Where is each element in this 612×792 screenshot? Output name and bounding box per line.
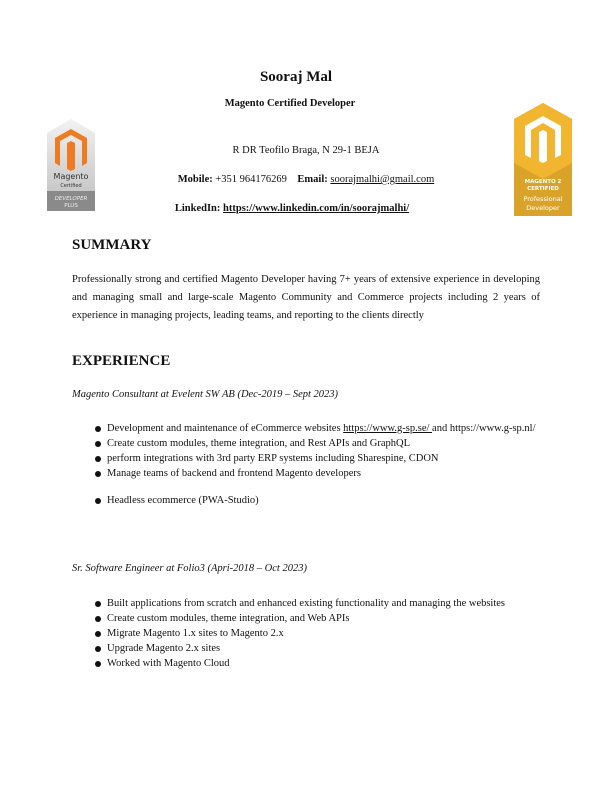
badge-text: MAGENTO 2	[524, 179, 562, 185]
list-item: perform integrations with 3rd party ERP systems including Sharespine, CDON	[107, 451, 537, 466]
candidate-name: Sooraj Mal	[259, 69, 333, 85]
magento2-professional-badge	[514, 103, 572, 216]
candidate-title: Magento Certified Developer	[224, 98, 356, 109]
badge-text: Professional	[523, 195, 563, 203]
address: R DR Teofilo Braga, N 29-1 BEJA	[232, 145, 380, 156]
job-bullets	[107, 421, 537, 508]
badge-text: Certified	[60, 183, 82, 189]
badge-text: PLUS	[64, 203, 78, 209]
summary-text: Professionally strong and certified Magento Developer having 7+ years of extensive experience in developing and managing small and large-scale Magento Community and Commerce projects including 2 years of experience in managing projects, leading teams, and reporting to the clients directly	[72, 274, 540, 321]
experience-heading: EXPERIENCE	[72, 353, 171, 369]
list-item: Create custom modules, theme integration, and Rest APIs and GraphQL	[107, 436, 537, 451]
summary-heading: SUMMARY	[72, 237, 152, 253]
badge-text: CERTIFIED	[527, 186, 559, 192]
linkedin-link[interactable]: https://www.linkedin.com/in/soorajmalhi/	[223, 203, 410, 214]
linkedin-label: LinkedIn:	[174, 203, 221, 214]
list-item: Worked with Magento Cloud	[107, 656, 537, 671]
email-label: Email:	[297, 174, 328, 185]
bullet-text: and https://www.g-sp.nl/	[432, 423, 536, 434]
list-item	[107, 421, 537, 436]
job-title: Magento Consultant at Evelent SW AB (Dec-2019 – Sept 2023)	[72, 389, 339, 400]
list-item: Create custom modules, theme integration, and Web APIs	[107, 611, 537, 626]
list-item: Migrate Magento 1.x sites to Magento 2.x	[107, 626, 537, 641]
badge-text: Developer	[526, 204, 560, 212]
bullet-text: Development and maintenance of eCommerce websites	[107, 423, 344, 434]
badge-text: Magento	[53, 172, 89, 181]
list-item: Upgrade Magento 2.x sites	[107, 641, 537, 656]
email-link[interactable]: soorajmalhi@gmail.com	[330, 174, 435, 185]
mobile-label: Mobile:	[177, 174, 213, 185]
mobile: +351 964176269	[215, 174, 287, 185]
badge-text: DEVELOPER	[54, 196, 88, 202]
magento-developer-plus-badge	[47, 119, 95, 211]
list-item: Manage teams of backend and frontend Magento developers	[107, 466, 537, 481]
list-item: Built applications from scratch and enhanced existing functionality and managing the websites	[107, 596, 537, 611]
job-bullets	[107, 596, 537, 671]
site-link[interactable]: https://www.g-sp.se/	[343, 423, 433, 434]
list-item: Headless ecommerce (PWA-Studio)	[107, 493, 537, 508]
job-title: Sr. Software Engineer at Folio3 (Apri-2018 – Oct 2023)	[72, 563, 307, 574]
